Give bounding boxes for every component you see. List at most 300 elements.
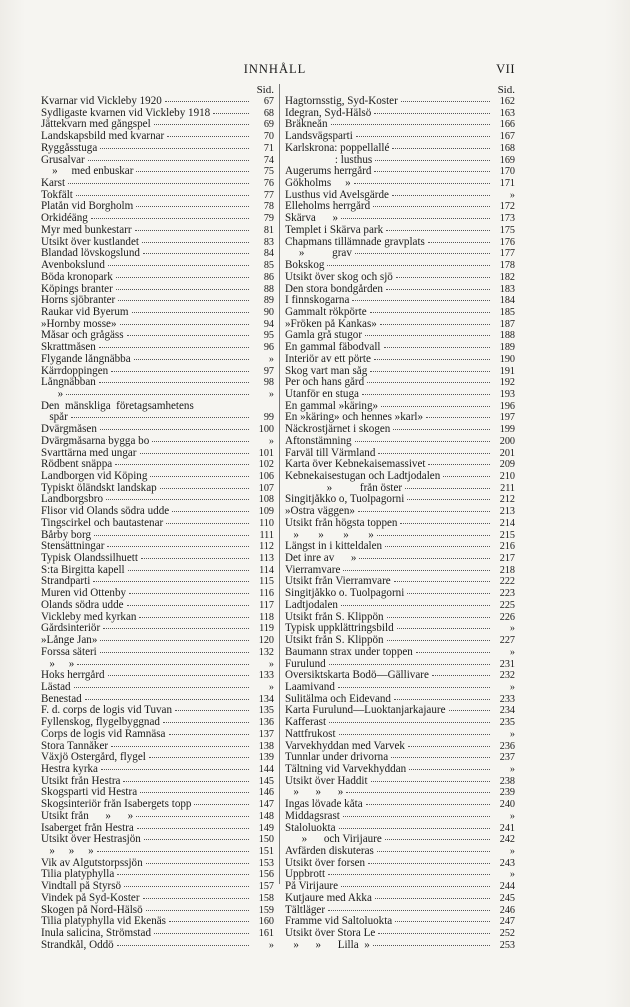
- entry-page-number: 217: [499, 553, 515, 565]
- entry-title: » med enbuskar: [41, 166, 134, 178]
- dot-leader: [346, 792, 490, 793]
- toc-entry: [41, 823, 274, 835]
- dot-leader: [77, 664, 249, 665]
- toc-entry: [41, 846, 274, 858]
- dot-leader: [141, 558, 249, 559]
- toc-entry: [41, 623, 274, 635]
- toc-entry: [285, 741, 515, 753]
- entry-page-number: 84: [263, 248, 274, 260]
- toc-entry: [285, 190, 515, 202]
- entry-title: spår: [41, 412, 68, 424]
- dot-leader: [339, 734, 490, 735]
- dot-leader: [343, 816, 490, 817]
- entry-page-number: »: [268, 681, 274, 693]
- toc-entry: [285, 330, 515, 342]
- toc-entry: [41, 893, 274, 905]
- entry-title: Landskapsbild med kvarnar: [41, 131, 165, 143]
- dot-leader: [356, 136, 490, 137]
- entry-title: Bokskog: [285, 260, 325, 272]
- toc-entry: [285, 530, 515, 542]
- entry-title: Varvekhyddan med Varvek: [285, 740, 405, 752]
- entry-title: » » »: [41, 846, 94, 857]
- dot-leader: [111, 371, 249, 372]
- entry-title: Fyllenskog, flygelbyggnad: [41, 717, 160, 729]
- dot-leader: [328, 874, 490, 875]
- toc-entry: [285, 647, 515, 659]
- toc-entry: [41, 799, 274, 811]
- toc-entry: [41, 201, 274, 213]
- entry-page-number: 166: [499, 119, 515, 131]
- toc-entry: [285, 682, 515, 694]
- entry-title: En »käring» och hennes »karl»: [285, 412, 424, 424]
- entry-page-number: 111: [259, 529, 274, 541]
- entry-title: Vindek på Syd-Koster: [41, 892, 140, 904]
- entry-title: » och Virijaure: [285, 834, 382, 846]
- toc-entry: [285, 787, 515, 799]
- entry-page-number: 209: [499, 459, 515, 471]
- dot-leader: [373, 945, 490, 946]
- toc-entry: [285, 389, 515, 401]
- entry-title: Stensättningar: [41, 541, 105, 553]
- toc-entry: [41, 717, 274, 729]
- dot-leader: [108, 675, 249, 676]
- dot-leader: [117, 874, 249, 875]
- dot-leader: [103, 628, 249, 629]
- entry-title: Inula salicina, Strömstad: [41, 928, 151, 940]
- dot-leader: [116, 277, 249, 278]
- entry-title: I finnskogarna: [285, 295, 350, 307]
- toc-entry: [285, 342, 515, 354]
- entry-title: » grav: [285, 248, 352, 260]
- entry-page-number: »: [509, 846, 515, 857]
- toc-entry: [41, 764, 274, 776]
- entry-page-number: 178: [499, 260, 515, 272]
- toc-entry: [41, 155, 274, 167]
- entry-page-number: 132: [258, 646, 274, 658]
- entry-page-number: 156: [258, 869, 274, 881]
- toc-entry: [41, 448, 274, 460]
- entry-page-number: 81: [263, 224, 274, 236]
- entry-page-number: 99: [263, 412, 274, 424]
- toc-entry: [285, 483, 515, 495]
- toc-entry: [41, 330, 274, 342]
- dot-leader: [115, 464, 249, 465]
- toc-entry: [41, 108, 274, 120]
- entry-page-number: 98: [263, 377, 274, 389]
- entry-title: Utsikt över Haddit: [285, 775, 368, 787]
- entry-page-number: 168: [499, 142, 515, 154]
- entry-title: Staloluokta: [285, 822, 336, 834]
- toc-entry: [285, 471, 515, 483]
- dot-leader: [449, 710, 491, 711]
- entry-page-number: 147: [258, 799, 274, 811]
- toc-entry: [41, 905, 274, 917]
- entry-title: Typisk Ölandssilhuett: [41, 553, 138, 565]
- dot-leader: [154, 933, 249, 934]
- entry-title: Köpings branter: [41, 283, 113, 295]
- toc-entry: [285, 284, 515, 296]
- toc-entry: [285, 729, 515, 741]
- toc-entry: [41, 553, 274, 565]
- toc-entry: [285, 518, 515, 530]
- dot-leader: [355, 253, 490, 254]
- column-divider: [279, 84, 280, 884]
- entry-page-number: 114: [259, 564, 274, 576]
- dot-leader: [136, 816, 249, 817]
- dot-leader: [74, 687, 249, 688]
- entry-title: Typiskt öländskt landskap: [41, 482, 157, 494]
- dot-leader: [432, 675, 490, 676]
- dot-leader: [393, 429, 490, 430]
- entry-page-number: »: [268, 435, 274, 447]
- toc-entry: [41, 940, 274, 952]
- entry-page-number: 167: [499, 131, 515, 143]
- toc-entry: [41, 565, 274, 577]
- toc-entry: [285, 96, 515, 108]
- toc-entry: [41, 119, 274, 131]
- entry-title: Lästad: [41, 681, 71, 693]
- entry-page-number: 183: [499, 283, 515, 295]
- entry-title: Blandad lövskogslund: [41, 248, 140, 260]
- toc-entry: [41, 319, 274, 331]
- toc-entry: [285, 459, 515, 471]
- entry-page-number: 108: [258, 494, 274, 506]
- entry-page-number: 94: [263, 318, 274, 330]
- entry-title: Isaberget från Hestra: [41, 822, 134, 834]
- dot-leader: [367, 382, 490, 383]
- entry-title: Kebnekaisestugan och Ladtjodalen: [285, 471, 441, 482]
- toc-entry: [285, 307, 515, 319]
- entry-title: Karta Furulund—Luoktanjarkajaure: [285, 705, 446, 717]
- entry-title: »Östra väggen»: [285, 506, 355, 518]
- toc-entry: [41, 494, 274, 506]
- dot-leader: [123, 781, 249, 782]
- dot-leader: [387, 617, 490, 618]
- entry-title: Landborgen vid Köping: [41, 471, 148, 482]
- entry-page-number: 246: [499, 904, 515, 916]
- dot-leader: [140, 453, 250, 454]
- dot-leader: [194, 804, 249, 805]
- toc-entry: [41, 295, 274, 307]
- dot-leader: [428, 464, 490, 465]
- toc-entry: [285, 659, 515, 671]
- entry-page-number: 77: [263, 189, 274, 201]
- entry-title: Gökholms »: [285, 178, 351, 190]
- entry-title: Forssa säteri: [41, 646, 97, 658]
- entry-title: Tokfält: [41, 189, 73, 201]
- toc-entry: [285, 823, 515, 835]
- entry-title: Templet i Skärva park: [285, 224, 384, 236]
- toc-entry: [41, 237, 274, 249]
- dot-leader: [375, 898, 490, 899]
- toc-entry: [285, 213, 515, 225]
- entry-page-number: 139: [258, 752, 274, 764]
- toc-entry: [285, 448, 515, 460]
- entry-title: Långnäbban: [41, 377, 96, 389]
- toc-entry: [41, 576, 274, 588]
- entry-title: Kafferast: [285, 717, 327, 729]
- entry-title: Vik av Algutstorpssjön: [41, 857, 143, 869]
- entry-page-number: 158: [258, 892, 274, 904]
- dot-leader: [127, 605, 249, 606]
- dot-leader: [91, 218, 249, 219]
- dot-leader: [135, 230, 249, 231]
- toc-entry: [285, 869, 515, 881]
- entry-page-number: 211: [500, 482, 515, 494]
- toc-entry: [285, 940, 515, 952]
- dot-leader: [428, 242, 490, 243]
- toc-entry: [41, 424, 274, 436]
- dot-leader: [172, 511, 249, 512]
- entry-title: På Virijaure: [285, 881, 339, 893]
- entry-page-number: 89: [263, 295, 274, 307]
- entry-title: Skärva »: [285, 213, 338, 225]
- entry-page-number: 162: [499, 96, 515, 107]
- entry-page-number: 102: [258, 459, 274, 471]
- entry-page-number: 157: [258, 881, 274, 893]
- entry-title: Tilia platyphylla vid Ekenäs: [41, 916, 166, 928]
- entry-title: Idegran, Syd-Hälsö: [285, 107, 372, 119]
- dot-leader: [169, 921, 249, 922]
- dot-leader: [331, 124, 490, 125]
- entry-title: Längst in i kitteldalen: [285, 541, 383, 553]
- entry-title: Baumann strax under toppen: [285, 646, 413, 658]
- entry-page-number: 133: [258, 670, 274, 682]
- entry-page-number: 187: [499, 318, 515, 330]
- toc-entry: [41, 401, 274, 413]
- dot-leader: [378, 453, 490, 454]
- dot-leader: [154, 124, 249, 125]
- dot-leader: [150, 476, 249, 477]
- dot-leader: [120, 324, 250, 325]
- entry-title: Avfärden diskuteras: [285, 846, 374, 857]
- entry-page-number: 109: [258, 506, 274, 518]
- entry-page-number: 244: [499, 881, 515, 893]
- entry-page-number: 112: [259, 541, 274, 553]
- dot-leader: [338, 687, 490, 688]
- entry-page-number: 68: [263, 107, 274, 119]
- dot-leader: [374, 359, 490, 360]
- dot-leader: [394, 581, 490, 582]
- dot-leader: [354, 183, 490, 184]
- toc-entry: [41, 354, 274, 366]
- entry-title: Utsikt från S. Klippön: [285, 635, 384, 647]
- dot-leader: [136, 171, 249, 172]
- entry-title: Furulund: [285, 658, 326, 670]
- toc-entry: [41, 366, 274, 378]
- dot-leader: [400, 523, 490, 524]
- dot-leader: [146, 910, 249, 911]
- entry-page-number: 243: [499, 857, 515, 869]
- entry-page-number: 197: [499, 412, 515, 424]
- toc-entry: [41, 412, 274, 424]
- entry-title: » »: [41, 658, 75, 670]
- entry-page-number: 242: [499, 834, 515, 846]
- entry-page-number: 78: [263, 201, 274, 213]
- dot-leader: [405, 488, 490, 489]
- entry-page-number: 190: [499, 353, 515, 365]
- entry-page-number: 74: [263, 154, 274, 166]
- toc-entry: [285, 705, 515, 717]
- dot-leader: [116, 289, 249, 290]
- entry-page-number: 223: [499, 588, 515, 600]
- entry-page-number: 150: [258, 834, 274, 846]
- toc-entry: [41, 541, 274, 553]
- entry-page-number: »: [268, 658, 274, 670]
- entry-title: Bårby borg: [41, 529, 92, 541]
- dot-leader: [107, 546, 249, 547]
- toc-entry: [285, 131, 515, 143]
- entry-title: Flygande långnäbba: [41, 353, 131, 365]
- entry-title: Måsar och grågäss: [41, 330, 124, 342]
- entry-title: Utsikt från » »: [41, 810, 134, 822]
- toc-entry: [285, 576, 515, 588]
- dot-leader: [385, 839, 490, 840]
- entry-page-number: 101: [258, 447, 274, 459]
- dot-leader: [140, 792, 249, 793]
- toc-entry: [41, 881, 274, 893]
- entry-title: Skogen på Nord-Hälsö: [41, 904, 143, 916]
- entry-title: Utanför en stuga: [285, 388, 359, 400]
- entry-page-number: 234: [499, 705, 515, 717]
- toc-entry: [285, 717, 515, 729]
- toc-entry: [41, 705, 274, 717]
- toc-entry: [41, 377, 274, 389]
- entry-title: En gammal »käring»: [285, 400, 379, 412]
- entry-page-number: 216: [499, 541, 515, 553]
- entry-title: Laamivand: [285, 681, 335, 693]
- entry-title: Översiktskarta Bodö—Gällivare: [285, 670, 429, 682]
- entry-title: Kutjaure med Akka: [285, 892, 372, 904]
- toc-entry: [285, 166, 515, 178]
- dot-leader: [368, 863, 490, 864]
- dot-leader: [143, 253, 249, 254]
- dot-leader: [111, 746, 249, 747]
- dot-leader: [329, 664, 490, 665]
- toc-entry: [285, 846, 515, 858]
- entry-title: Svarttärna med ungar: [41, 447, 137, 459]
- entry-title: Typisk uppklättringsbild: [285, 623, 394, 635]
- entry-page-number: 71: [263, 142, 274, 154]
- toc-entry: [285, 108, 515, 120]
- entry-title: Det inre av »: [285, 553, 357, 565]
- entry-page-number: 96: [263, 342, 274, 354]
- entry-title: Utsikt över Stora Le: [285, 928, 376, 940]
- entry-title: Grusalvar: [41, 154, 85, 166]
- entry-page-number: 171: [499, 178, 515, 190]
- entry-page-number: 215: [499, 529, 515, 541]
- entry-page-number: 90: [263, 306, 274, 318]
- entry-title: »Fröken på Kankas»: [285, 318, 377, 330]
- entry-title: Den mänskliga företagsamhetens: [41, 400, 194, 412]
- entry-title: »Hornby mosse»: [41, 318, 117, 330]
- dot-leader: [366, 804, 490, 805]
- entry-page-number: 231: [499, 658, 515, 670]
- toc-entry: [41, 131, 274, 143]
- entry-title: Utsikt över Hestrasjön: [41, 834, 141, 846]
- entry-title: Utsikt över skog och sjö: [285, 271, 393, 283]
- entry-title: Aftonstämning: [285, 435, 352, 447]
- entry-page-number: 116: [259, 588, 274, 600]
- toc-entry: [41, 787, 274, 799]
- toc-entry: [41, 459, 274, 471]
- entry-title: Ingas lövade kåta: [285, 799, 363, 811]
- entry-title: Strandparti: [41, 576, 91, 588]
- dot-leader: [358, 511, 490, 512]
- dot-leader: [143, 898, 249, 899]
- entry-title: Horns sjöbranter: [41, 295, 116, 307]
- dot-leader: [71, 417, 249, 418]
- toc-entry: [285, 600, 515, 612]
- entry-page-number: 88: [263, 283, 274, 295]
- entry-title: Utsikt från S. Klippön: [285, 611, 384, 623]
- dot-leader: [394, 699, 490, 700]
- dot-leader: [100, 429, 249, 430]
- entry-page-number: 247: [499, 916, 515, 928]
- entry-title: Ryggåsstuga: [41, 142, 98, 154]
- dot-leader: [373, 206, 490, 207]
- dot-leader: [426, 417, 490, 418]
- toc-list-left: [41, 96, 274, 951]
- toc-entry: [41, 776, 274, 788]
- dot-leader: [370, 312, 490, 313]
- entry-title: Utsikt från Hestra: [41, 775, 121, 787]
- entry-page-number: 172: [499, 201, 515, 213]
- entry-page-number: 70: [263, 131, 274, 143]
- entry-title: Tältning vid Varvekhyddan: [285, 763, 407, 775]
- entry-title: Tilia platyphylla: [41, 869, 115, 881]
- entry-title: Utsikt över forsen: [285, 857, 366, 869]
- toc-entry: [41, 307, 274, 319]
- toc-entry: [285, 764, 515, 776]
- toc-entry: [41, 635, 274, 647]
- dot-leader: [409, 769, 490, 770]
- toc-entry: [41, 682, 274, 694]
- entry-page-number: 120: [258, 635, 274, 647]
- dot-leader: [139, 617, 249, 618]
- entry-title: Böda kronopark: [41, 271, 113, 283]
- dot-leader: [149, 757, 249, 758]
- toc-entry: [41, 659, 274, 671]
- entry-page-number: 189: [499, 342, 515, 354]
- entry-page-number: 151: [258, 846, 274, 857]
- dot-leader: [341, 605, 490, 606]
- entry-title: Framme vid Saltoluokta: [285, 916, 393, 928]
- dot-leader: [377, 535, 490, 536]
- entry-page-number: 233: [499, 693, 515, 705]
- entry-page-number: 239: [499, 787, 515, 799]
- toc-entry: [41, 342, 274, 354]
- entry-title: Muren vid Ottenby: [41, 588, 127, 600]
- toc-entry: [285, 260, 515, 272]
- dot-leader: [386, 289, 490, 290]
- dot-leader: [443, 476, 490, 477]
- entry-page-number: 185: [499, 306, 515, 318]
- dot-leader: [128, 570, 249, 571]
- toc-entry: [285, 201, 515, 213]
- dot-leader: [144, 839, 249, 840]
- entry-title: Rödbent snäppa: [41, 459, 113, 471]
- entry-page-number: 182: [499, 271, 515, 283]
- entry-title: Näckrostjärnet i skogen: [285, 424, 391, 436]
- toc-entry: [285, 553, 515, 565]
- dot-leader: [341, 218, 490, 219]
- entry-title: Hagtornsstig, Syd-Koster: [285, 96, 398, 107]
- dot-leader: [160, 488, 249, 489]
- entry-page-number: »: [509, 763, 515, 775]
- toc-entry: [285, 565, 515, 577]
- dot-leader: [384, 347, 491, 348]
